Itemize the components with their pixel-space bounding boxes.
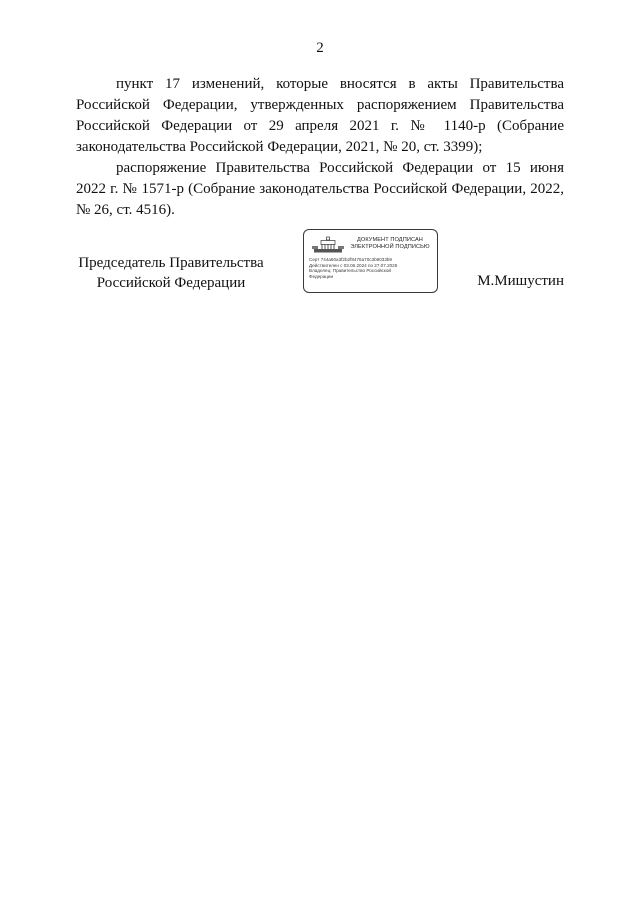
stamp-header-line-2: ЭЛЕКТРОННОЙ ПОДПИСЬЮ: [350, 244, 430, 250]
stamp-owner-line-1: Владелец: Правительство Российской: [309, 268, 391, 274]
signer-title-line-2: Российской Федерации: [96, 275, 246, 291]
emblem-icon: [311, 236, 345, 254]
stamp-header-line-1: ДОКУМЕНТ ПОДПИСАН: [357, 237, 423, 243]
signer-title-line-1: Председатель Правительства: [78, 255, 264, 271]
stamp-details: [309, 257, 437, 279]
stamp-header: [344, 237, 436, 251]
electronic-signature-stamp: [303, 229, 438, 293]
paragraph-item-1: пункт 17 изменений, которые вносятся в акты Правительства Российской Федерации, утвержденных распоряжением Правительства Российской Федерации от 29 апреля 2021 г. № 1140-р (Собрание законодательства Российской Федерации, 2021, № 20, ст. 3399);: [76, 76, 564, 155]
stamp-certificate: Серт 744a60a3f2b2f8476a70c3b9033b9: [309, 257, 392, 262]
page-number: 2: [316, 40, 324, 56]
signer-name: М.Мишустин: [477, 273, 564, 289]
signer-title: [66, 253, 276, 293]
paragraph-item-2: распоряжение Правительства Российской Федерации от 15 июня 2022 г. № 1571-р (Собрание законодательства Российской Федерации, 2022, № 26, ст. 4516).: [76, 160, 564, 218]
stamp-validity: Действителен с 03.06.2024 по 27.07.2025: [309, 262, 398, 268]
document-body: [76, 74, 564, 221]
stamp-owner-line-2: Федерации: [309, 273, 334, 279]
